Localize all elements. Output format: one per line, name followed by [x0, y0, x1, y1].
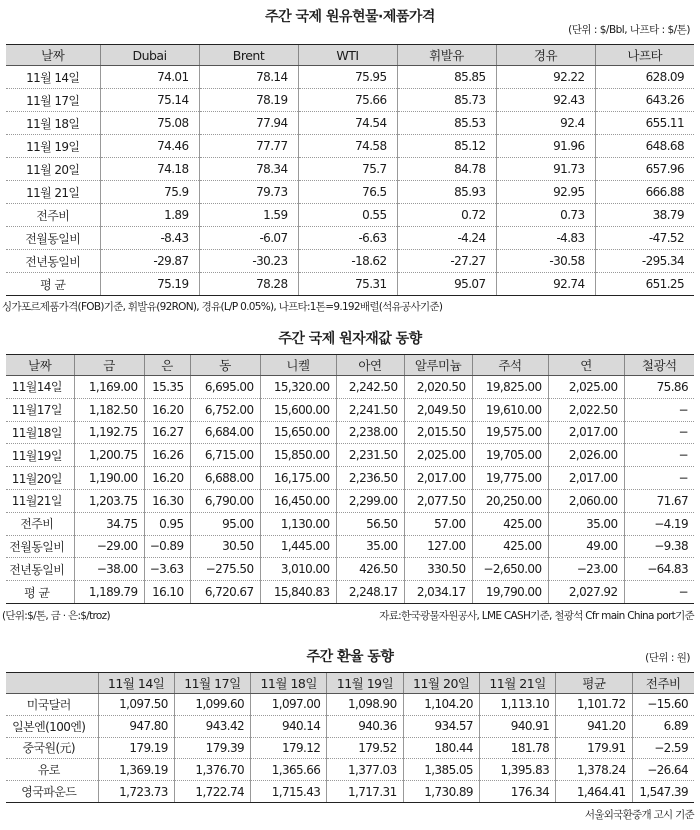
table-row [6, 421, 694, 444]
fx-value-cell: 934.57 [403, 715, 479, 737]
oil-value-cell: 78.28 [199, 273, 298, 296]
metals-value-cell: 1,169.00 [74, 376, 144, 399]
metals-value-cell: 6,752.00 [190, 398, 260, 421]
metals-value-cell: 2,241.50 [336, 398, 404, 421]
table-row [6, 581, 694, 604]
metals-source-note: 자료:한국광물자원공사, LME CASH기준, 철광석 Cfr main China port기준 [379, 609, 694, 622]
metals-value-cell: −64.83 [624, 558, 694, 581]
oil-value-cell: -29.87 [100, 250, 199, 273]
oil-header-cell: WTI [298, 45, 397, 66]
metals-row-label: 전월동일비 [6, 535, 74, 558]
table-row [6, 781, 694, 803]
oil-value-cell: -30.58 [496, 250, 595, 273]
metals-row-label: 11월14일 [6, 376, 74, 399]
metals-header-cell: 주석 [472, 355, 548, 376]
table-row [6, 250, 694, 273]
oil-value-cell: -27.27 [397, 250, 496, 273]
oil-value-cell: 74.18 [100, 158, 199, 181]
fx-header-cell [6, 673, 98, 694]
metals-value-cell: 2,236.50 [336, 467, 404, 490]
oil-unit-note: (단위 : $/Bbl, 나프타 : $/톤) [568, 24, 690, 36]
table-row [6, 715, 694, 737]
oil-value-cell: 78.14 [199, 66, 298, 89]
metals-value-cell: 19,775.00 [472, 467, 548, 490]
fx-value-cell: 180.44 [403, 737, 479, 759]
metals-value-cell: 16.20 [144, 398, 190, 421]
metals-value-cell: 1,445.00 [260, 535, 336, 558]
oil-value-cell: 75.08 [100, 112, 199, 135]
metals-header-cell: 은 [144, 355, 190, 376]
oil-value-cell: 92.4 [496, 112, 595, 135]
fx-value-cell: 940.14 [251, 715, 327, 737]
oil-value-cell: 1.59 [199, 204, 298, 227]
table-row [6, 158, 694, 181]
oil-value-cell: 75.7 [298, 158, 397, 181]
metals-row-label: 11월21일 [6, 489, 74, 512]
metals-value-cell: 2,025.00 [404, 444, 472, 467]
metals-value-cell: 15,650.00 [260, 421, 336, 444]
metals-price-table [6, 354, 694, 604]
metals-value-cell: 16.27 [144, 421, 190, 444]
oil-value-cell: 85.73 [397, 89, 496, 112]
fx-source-note: 서울외국환중개 고시 기준 [584, 808, 694, 821]
oil-value-cell: 85.12 [397, 135, 496, 158]
metals-value-cell: 1,182.50 [74, 398, 144, 421]
fx-value-cell: 1,376.70 [174, 759, 250, 781]
fx-value-cell: 1,377.03 [327, 759, 403, 781]
table-row [6, 512, 694, 535]
metals-value-cell: 2,242.50 [336, 376, 404, 399]
metals-value-cell: 19,825.00 [472, 376, 548, 399]
table-row [6, 535, 694, 558]
metals-value-cell: 19,790.00 [472, 581, 548, 604]
fx-value-cell: 1,385.05 [403, 759, 479, 781]
fx-value-cell: 1,098.90 [327, 694, 403, 716]
oil-table-title: 주간 국제 원유현물·제품가격 [265, 9, 435, 25]
oil-value-cell: 643.26 [595, 89, 694, 112]
fx-row-label: 중국원(元) [6, 737, 98, 759]
fx-row-label: 미국달러 [6, 694, 98, 716]
metals-row-label: 평 균 [6, 581, 74, 604]
metals-value-cell: − [624, 467, 694, 490]
fx-header-cell: 11월 20일 [403, 673, 479, 694]
metals-value-cell: 2,020.50 [404, 376, 472, 399]
metals-value-cell: 2,299.00 [336, 489, 404, 512]
oil-value-cell: 0.72 [397, 204, 496, 227]
oil-value-cell: 91.73 [496, 158, 595, 181]
table-row [6, 694, 694, 716]
metals-header-cell: 동 [190, 355, 260, 376]
metals-value-cell: 95.00 [190, 512, 260, 535]
fx-header-cell: 11월 14일 [98, 673, 174, 694]
metals-value-cell: − [624, 444, 694, 467]
metals-value-cell: 16.10 [144, 581, 190, 604]
metals-value-cell: 1,190.00 [74, 467, 144, 490]
metals-value-cell: 2,049.50 [404, 398, 472, 421]
oil-value-cell: 75.19 [100, 273, 199, 296]
metals-value-cell: 71.67 [624, 489, 694, 512]
metals-value-cell: 2,027.92 [548, 581, 624, 604]
metals-value-cell: 19,705.00 [472, 444, 548, 467]
metals-value-cell: 6,688.00 [190, 467, 260, 490]
metals-value-cell: −29.00 [74, 535, 144, 558]
oil-value-cell: 657.96 [595, 158, 694, 181]
metals-header-cell: 철광석 [624, 355, 694, 376]
metals-value-cell: 2,034.17 [404, 581, 472, 604]
fx-value-cell: 1,547.39 [632, 781, 694, 803]
metals-row-label: 11월19일 [6, 444, 74, 467]
metals-value-cell: 6,715.00 [190, 444, 260, 467]
oil-value-cell: 85.85 [397, 66, 496, 89]
table-row [6, 112, 694, 135]
metals-value-cell: 2,248.17 [336, 581, 404, 604]
fx-value-cell: 176.34 [479, 781, 555, 803]
fx-value-cell: 179.91 [556, 737, 632, 759]
oil-header-cell: 나프타 [595, 45, 694, 66]
fx-value-cell: 1,395.83 [479, 759, 555, 781]
metals-value-cell: 1,203.75 [74, 489, 144, 512]
oil-value-cell: -4.83 [496, 227, 595, 250]
table-row [6, 398, 694, 421]
table-row [6, 558, 694, 581]
oil-value-cell: 85.53 [397, 112, 496, 135]
fx-value-cell: 179.12 [251, 737, 327, 759]
oil-row-label: 11월 18일 [6, 112, 100, 135]
fx-value-cell: 1,097.00 [251, 694, 327, 716]
fx-header-cell: 전주비 [632, 673, 694, 694]
fx-value-cell: 179.52 [327, 737, 403, 759]
table-row [6, 467, 694, 490]
metals-value-cell: 75.86 [624, 376, 694, 399]
metals-value-cell: 20,250.00 [472, 489, 548, 512]
oil-value-cell: 95.07 [397, 273, 496, 296]
fx-header-cell: 평균 [556, 673, 632, 694]
fx-value-cell: 1,730.89 [403, 781, 479, 803]
oil-value-cell: -6.63 [298, 227, 397, 250]
oil-value-cell: 75.14 [100, 89, 199, 112]
metals-value-cell: 2,077.50 [404, 489, 472, 512]
metals-value-cell: 16,175.00 [260, 467, 336, 490]
metals-value-cell: −9.38 [624, 535, 694, 558]
fx-value-cell: 179.19 [98, 737, 174, 759]
fx-row-label: 영국파운드 [6, 781, 98, 803]
fx-value-cell: 1,369.19 [98, 759, 174, 781]
fx-row-label: 일본엔(100엔) [6, 715, 98, 737]
oil-header-cell: 날짜 [6, 45, 100, 66]
fx-value-cell: 179.39 [174, 737, 250, 759]
table-row [6, 444, 694, 467]
fx-value-cell: 943.42 [174, 715, 250, 737]
metals-header-cell: 알루미늄 [404, 355, 472, 376]
table-row [6, 227, 694, 250]
oil-value-cell: -18.62 [298, 250, 397, 273]
table-row [6, 489, 694, 512]
metals-value-cell: − [624, 421, 694, 444]
oil-value-cell: 1.89 [100, 204, 199, 227]
metals-header-cell: 연 [548, 355, 624, 376]
metals-value-cell: 1,189.79 [74, 581, 144, 604]
fx-value-cell: −26.64 [632, 759, 694, 781]
metals-value-cell: 2,026.00 [548, 444, 624, 467]
metals-value-cell: 56.50 [336, 512, 404, 535]
metals-value-cell: −2,650.00 [472, 558, 548, 581]
metals-value-cell: 2,025.00 [548, 376, 624, 399]
metals-value-cell: 34.75 [74, 512, 144, 535]
oil-value-cell: 85.93 [397, 181, 496, 204]
metals-value-cell: 15,320.00 [260, 376, 336, 399]
metals-value-cell: 2,022.50 [548, 398, 624, 421]
fx-value-cell: 1,101.72 [556, 694, 632, 716]
fx-value-cell: 1,104.20 [403, 694, 479, 716]
fx-value-cell: 1,464.41 [556, 781, 632, 803]
fx-value-cell: 1,717.31 [327, 781, 403, 803]
oil-value-cell: 76.5 [298, 181, 397, 204]
table-row [6, 66, 694, 89]
fx-value-cell: 1,723.73 [98, 781, 174, 803]
fx-value-cell: 1,113.10 [479, 694, 555, 716]
metals-value-cell: −0.89 [144, 535, 190, 558]
metals-value-cell: 425.00 [472, 512, 548, 535]
fx-value-cell: −2.59 [632, 737, 694, 759]
oil-value-cell: 75.95 [298, 66, 397, 89]
metals-value-cell: −4.19 [624, 512, 694, 535]
oil-value-cell: -295.34 [595, 250, 694, 273]
oil-value-cell: -47.52 [595, 227, 694, 250]
fx-value-cell: 181.78 [479, 737, 555, 759]
oil-value-cell: 92.22 [496, 66, 595, 89]
fx-value-cell: 1,722.74 [174, 781, 250, 803]
metals-value-cell: 3,010.00 [260, 558, 336, 581]
metals-value-cell: 19,610.00 [472, 398, 548, 421]
metals-value-cell: 15,600.00 [260, 398, 336, 421]
table-row [6, 181, 694, 204]
metals-table-title: 주간 국제 원자재값 동향 [278, 331, 422, 347]
fx-rate-section [6, 646, 694, 822]
oil-value-cell: 75.9 [100, 181, 199, 204]
table-row [6, 89, 694, 112]
metals-value-cell: 330.50 [404, 558, 472, 581]
oil-value-cell: 78.34 [199, 158, 298, 181]
oil-row-label: 평 균 [6, 273, 100, 296]
metals-header-cell: 니켈 [260, 355, 336, 376]
metals-value-cell: 15,840.83 [260, 581, 336, 604]
fx-unit-note: (단위 : 원) [645, 652, 690, 664]
metals-header-cell: 날짜 [6, 355, 74, 376]
table-row [6, 273, 694, 296]
oil-value-cell: -8.43 [100, 227, 199, 250]
oil-price-table [6, 44, 694, 296]
metals-value-cell: 15.35 [144, 376, 190, 399]
fx-value-cell: 940.36 [327, 715, 403, 737]
metals-value-cell: −38.00 [74, 558, 144, 581]
metals-value-cell: 57.00 [404, 512, 472, 535]
oil-value-cell: 75.66 [298, 89, 397, 112]
oil-value-cell: 628.09 [595, 66, 694, 89]
oil-row-label: 11월 17일 [6, 89, 100, 112]
metals-value-cell: 15,850.00 [260, 444, 336, 467]
metals-row-label: 전년동일비 [6, 558, 74, 581]
oil-row-label: 전주비 [6, 204, 100, 227]
fx-header-cell: 11월 18일 [251, 673, 327, 694]
oil-value-cell: 75.31 [298, 273, 397, 296]
oil-row-label: 11월 14일 [6, 66, 100, 89]
fx-value-cell: 1,715.43 [251, 781, 327, 803]
oil-header-cell: Dubai [100, 45, 199, 66]
metals-row-label: 11월18일 [6, 421, 74, 444]
metals-value-cell: − [624, 398, 694, 421]
metals-value-cell: 2,238.00 [336, 421, 404, 444]
metals-header-cell: 금 [74, 355, 144, 376]
oil-value-cell: 0.55 [298, 204, 397, 227]
metals-value-cell: 2,017.00 [404, 467, 472, 490]
fx-value-cell: 1,099.60 [174, 694, 250, 716]
metals-row-label: 전주비 [6, 512, 74, 535]
metals-value-cell: −275.50 [190, 558, 260, 581]
fx-value-cell: 940.91 [479, 715, 555, 737]
metals-value-cell: − [624, 581, 694, 604]
oil-price-section [2, 6, 694, 314]
fx-rate-table [6, 672, 694, 803]
fx-header-cell: 11월 17일 [174, 673, 250, 694]
metals-value-cell: 35.00 [548, 512, 624, 535]
oil-value-cell: -30.23 [199, 250, 298, 273]
fx-header-cell: 11월 19일 [327, 673, 403, 694]
metals-value-cell: 16.30 [144, 489, 190, 512]
oil-row-label: 11월 19일 [6, 135, 100, 158]
oil-value-cell: -6.07 [199, 227, 298, 250]
metals-value-cell: 6,695.00 [190, 376, 260, 399]
metals-value-cell: 425.00 [472, 535, 548, 558]
fx-table-title: 주간 환율 동향 [306, 649, 394, 665]
metals-value-cell: 2,015.50 [404, 421, 472, 444]
oil-value-cell: 84.78 [397, 158, 496, 181]
fx-value-cell: 947.80 [98, 715, 174, 737]
oil-value-cell: 77.77 [199, 135, 298, 158]
oil-row-label: 11월 21일 [6, 181, 100, 204]
table-row [6, 737, 694, 759]
metals-value-cell: −3.63 [144, 558, 190, 581]
metals-value-cell: 16.26 [144, 444, 190, 467]
oil-value-cell: 92.74 [496, 273, 595, 296]
table-row [6, 376, 694, 399]
oil-value-cell: 79.73 [199, 181, 298, 204]
oil-value-cell: 74.58 [298, 135, 397, 158]
metals-value-cell: 35.00 [336, 535, 404, 558]
oil-row-label: 전년동일비 [6, 250, 100, 273]
fx-value-cell: 1,365.66 [251, 759, 327, 781]
metals-row-label: 11월17일 [6, 398, 74, 421]
oil-value-cell: 78.19 [199, 89, 298, 112]
oil-value-cell: -4.24 [397, 227, 496, 250]
metals-value-cell: 6,790.00 [190, 489, 260, 512]
metals-value-cell: 49.00 [548, 535, 624, 558]
metals-price-section [2, 328, 694, 626]
oil-value-cell: 92.43 [496, 89, 595, 112]
oil-value-cell: 648.68 [595, 135, 694, 158]
fx-header-cell: 11월 21일 [479, 673, 555, 694]
oil-footnote: 싱가포르제품가격(FOB)기준, 휘발유(92RON), 경유(L/P 0.05%), 나프타:1톤=9.192배럴(석유공사기준) [2, 301, 443, 313]
metals-value-cell: 2,017.00 [548, 421, 624, 444]
metals-value-cell: 2,017.00 [548, 467, 624, 490]
oil-value-cell: 651.25 [595, 273, 694, 296]
metals-value-cell: 1,200.75 [74, 444, 144, 467]
oil-value-cell: 74.54 [298, 112, 397, 135]
metals-value-cell: 16,450.00 [260, 489, 336, 512]
metals-value-cell: 127.00 [404, 535, 472, 558]
metals-value-cell: 30.50 [190, 535, 260, 558]
oil-header-cell: 경유 [496, 45, 595, 66]
fx-value-cell: −15.60 [632, 694, 694, 716]
oil-header-cell: 휘발유 [397, 45, 496, 66]
metals-value-cell: 1,192.75 [74, 421, 144, 444]
table-row [6, 204, 694, 227]
metals-value-cell: 2,060.00 [548, 489, 624, 512]
fx-row-label: 유로 [6, 759, 98, 781]
metals-unit-note: (단위:$/톤, 금 · 은:$/troz) [2, 609, 110, 622]
fx-value-cell: 1,378.24 [556, 759, 632, 781]
oil-value-cell: 666.88 [595, 181, 694, 204]
oil-row-label: 전월동일비 [6, 227, 100, 250]
metals-value-cell: 16.20 [144, 467, 190, 490]
metals-header-cell: 아연 [336, 355, 404, 376]
metals-value-cell: 6,720.67 [190, 581, 260, 604]
oil-value-cell: 91.96 [496, 135, 595, 158]
table-row [6, 759, 694, 781]
metals-value-cell: 6,684.00 [190, 421, 260, 444]
metals-value-cell: 19,575.00 [472, 421, 548, 444]
oil-header-cell: Brent [199, 45, 298, 66]
metals-value-cell: 0.95 [144, 512, 190, 535]
metals-value-cell: −23.00 [548, 558, 624, 581]
metals-value-cell: 426.50 [336, 558, 404, 581]
oil-value-cell: 655.11 [595, 112, 694, 135]
oil-row-label: 11월 20일 [6, 158, 100, 181]
oil-value-cell: 38.79 [595, 204, 694, 227]
fx-value-cell: 1,097.50 [98, 694, 174, 716]
oil-value-cell: 74.46 [100, 135, 199, 158]
table-row [6, 135, 694, 158]
metals-row-label: 11월20일 [6, 467, 74, 490]
oil-value-cell: 74.01 [100, 66, 199, 89]
metals-value-cell: 2,231.50 [336, 444, 404, 467]
oil-value-cell: 0.73 [496, 204, 595, 227]
oil-value-cell: 92.95 [496, 181, 595, 204]
fx-value-cell: 941.20 [556, 715, 632, 737]
metals-value-cell: 1,130.00 [260, 512, 336, 535]
fx-value-cell: 6.89 [632, 715, 694, 737]
oil-value-cell: 77.94 [199, 112, 298, 135]
